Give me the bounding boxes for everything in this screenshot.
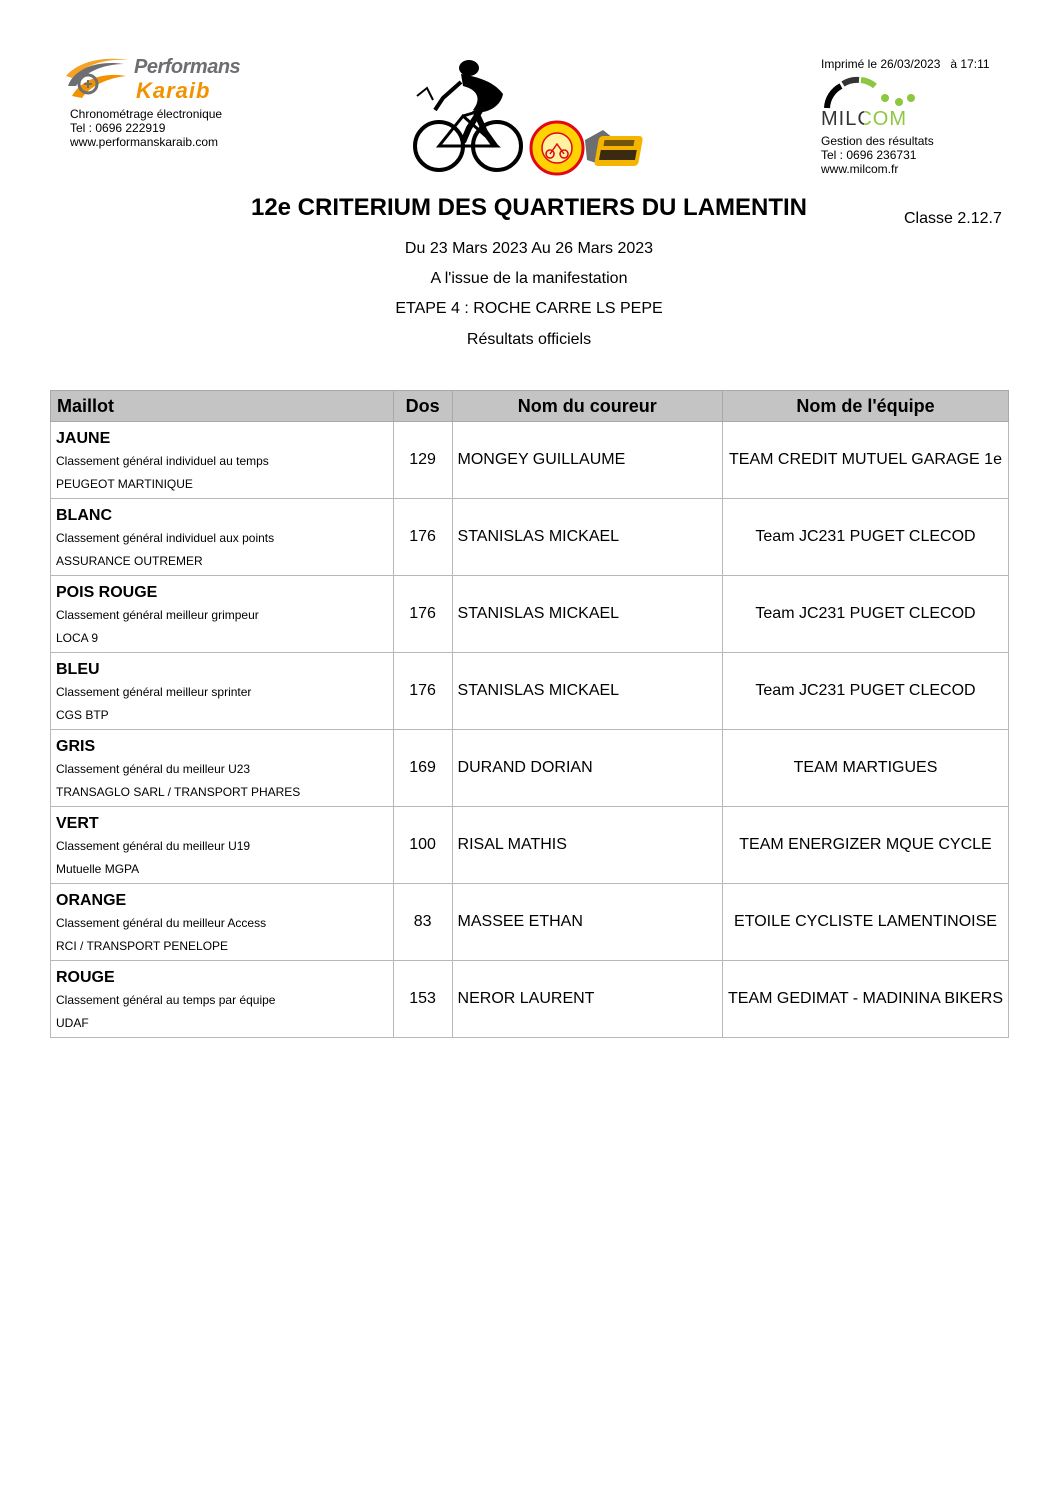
header-dos: Dos	[393, 391, 452, 422]
maillot-description: Classement général individuel au temps	[56, 453, 269, 468]
performans-karaib-logo	[64, 56, 241, 104]
table-row	[51, 961, 1009, 1038]
etoile-cycliste-logo	[528, 120, 586, 176]
maillot-color: ORANGE	[56, 891, 127, 909]
milcom-wordmark	[821, 108, 907, 131]
table-row	[51, 730, 1009, 807]
team-name-cell: TEAM CREDIT MUTUEL GARAGE 1e	[723, 422, 1009, 499]
table-row	[51, 807, 1009, 884]
madinina-bikers-icon	[583, 126, 647, 170]
maillot-cell	[51, 499, 394, 576]
maillot-description: Classement général au temps par équipe	[56, 992, 276, 1007]
maillot-description: Classement général meilleur grimpeur	[56, 607, 259, 622]
header-equipe: Nom de l'équipe	[723, 391, 1009, 422]
table-row	[51, 499, 1009, 576]
maillot-cell	[51, 422, 394, 499]
dos-cell: 176	[393, 653, 452, 730]
dos-cell: 176	[393, 499, 452, 576]
dos-cell: 100	[393, 807, 452, 884]
maillot-sponsor: CGS BTP	[56, 707, 109, 722]
cyclist-icon	[413, 54, 525, 176]
results-line: Gestion des résultats	[821, 134, 934, 148]
maillot-sponsor: RCI / TRANSPORT PENELOPE	[56, 938, 229, 953]
results-website: www.milcom.fr	[821, 162, 899, 176]
maillot-color: ROUGE	[56, 968, 115, 986]
team-name-cell: ETOILE CYCLISTE LAMENTINOISE	[723, 884, 1009, 961]
maillot-sponsor: Mutuelle MGPA	[56, 861, 140, 876]
logo-line1: Performans	[134, 56, 241, 78]
table-row	[51, 653, 1009, 730]
rider-name-cell: DURAND DORIAN	[452, 730, 722, 807]
maillot-color: BLANC	[56, 506, 112, 524]
team-name-cell: Team JC231 PUGET CLECOD	[723, 653, 1009, 730]
dos-cell: 83	[393, 884, 452, 961]
milcom-text: MILCOM	[821, 108, 907, 130]
table-row	[51, 576, 1009, 653]
milcom-gauge-icon	[821, 76, 921, 110]
dos-cell: 176	[393, 576, 452, 653]
maillot-sponsor: TRANSAGLO SARL / TRANSPORT PHARES	[56, 784, 301, 799]
race-class: Classe 2.12.7	[904, 210, 1002, 227]
results-contact	[821, 134, 934, 176]
results-table	[50, 390, 1009, 1038]
maillot-sponsor: UDAF	[56, 1015, 89, 1030]
maillot-description: Classement général du meilleur U19	[56, 838, 251, 853]
timing-phone: Tel : 0696 222919	[70, 121, 166, 135]
header-nom: Nom du coureur	[452, 391, 722, 422]
timing-website: www.performanskaraib.com	[70, 135, 219, 149]
maillot-color: VERT	[56, 814, 99, 832]
maillot-description: Classement général du meilleur U23	[56, 761, 251, 776]
maillot-color: POIS ROUGE	[56, 583, 158, 601]
results-status: Résultats officiels	[466, 331, 592, 348]
timing-line: Chronométrage électronique	[70, 107, 223, 121]
rider-name-cell: NEROR LAURENT	[452, 961, 722, 1038]
title-container	[0, 194, 1058, 222]
stage-name: ETAPE 4 : ROCHE CARRE LS PEPE	[395, 300, 663, 317]
printed-date: Imprimé le 26/03/2023 à 17:11	[821, 57, 990, 71]
dos-cell: 153	[393, 961, 452, 1038]
team-name-cell: TEAM MARTIGUES	[723, 730, 1009, 807]
maillot-cell	[51, 961, 394, 1038]
dos-cell: 129	[393, 422, 452, 499]
team-name-cell: TEAM ENERGIZER MQUE CYCLE	[723, 807, 1009, 884]
maillot-description: Classement général du meilleur Access	[56, 915, 267, 930]
maillot-sponsor: ASSURANCE OUTREMER	[56, 553, 203, 568]
maillot-description: Classement général meilleur sprinter	[56, 684, 252, 699]
maillot-cell	[51, 576, 394, 653]
etoile-cycliste-badge-icon	[528, 120, 586, 176]
maillot-color: JAUNE	[56, 429, 111, 447]
header-maillot: Maillot	[51, 391, 394, 422]
logo-line2: Karaib	[136, 78, 211, 103]
cyclist-logo	[413, 54, 525, 176]
maillot-cell	[51, 730, 394, 807]
maillot-sponsor: LOCA 9	[56, 630, 99, 645]
maillot-cell	[51, 807, 394, 884]
maillot-color: GRIS	[56, 737, 96, 755]
milcom-logo	[821, 76, 921, 130]
maillot-sponsor: PEUGEOT MARTINIQUE	[56, 476, 193, 491]
issue-note: A l'issue de la manifestation	[430, 270, 628, 287]
rider-name-cell: RISAL MATHIS	[452, 807, 722, 884]
rider-name-cell: STANISLAS MICKAEL	[452, 653, 722, 730]
maillot-cell	[51, 653, 394, 730]
team-name-cell: TEAM GEDIMAT - MADININA BIKERS	[723, 961, 1009, 1038]
timing-contact	[70, 107, 222, 149]
rider-name-cell: MASSEE ETHAN	[452, 884, 722, 961]
rider-name-cell: STANISLAS MICKAEL	[452, 499, 722, 576]
team-name-cell: Team JC231 PUGET CLECOD	[723, 499, 1009, 576]
results-phone: Tel : 0696 236731	[821, 148, 917, 162]
madinina-bikers-logo	[583, 126, 647, 170]
table-body	[51, 422, 1009, 1038]
rider-name-cell: STANISLAS MICKAEL	[452, 576, 722, 653]
dos-cell: 169	[393, 730, 452, 807]
maillot-description: Classement général individuel aux points	[56, 530, 275, 545]
maillot-color: BLEU	[56, 660, 100, 678]
table-row	[51, 884, 1009, 961]
date-range: Du 23 Mars 2023 Au 26 Mars 2023	[404, 240, 654, 257]
table-row	[51, 422, 1009, 499]
page-title: 12e CRITERIUM DES QUARTIERS DU LAMENTIN	[250, 194, 808, 221]
team-name-cell: Team JC231 PUGET CLECOD	[723, 576, 1009, 653]
rider-name-cell: MONGEY GUILLAUME	[452, 422, 722, 499]
table-header-row	[51, 391, 1009, 422]
maillot-cell	[51, 884, 394, 961]
